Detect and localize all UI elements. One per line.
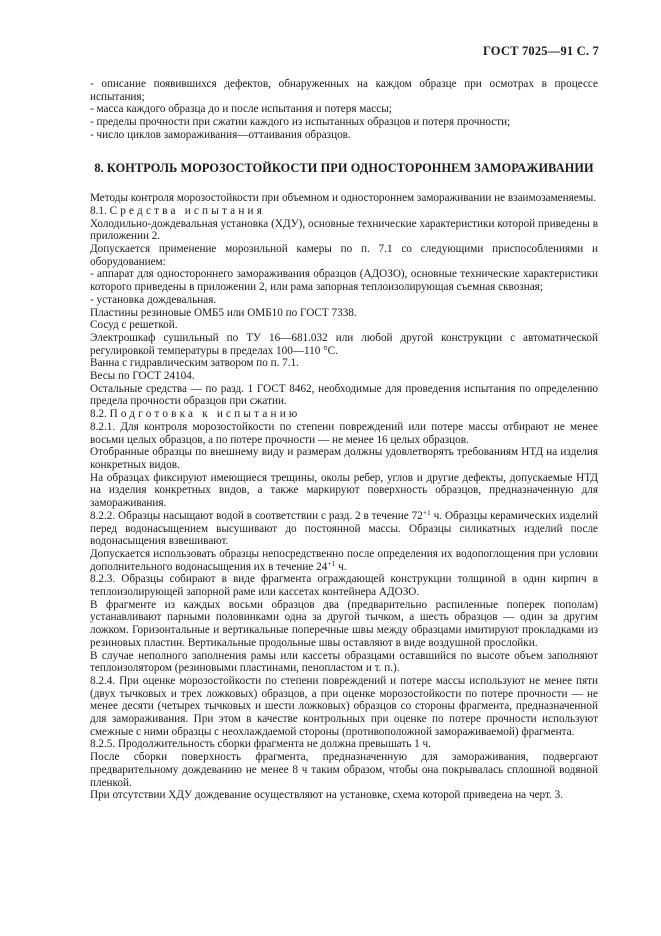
subsection-title: Средства испытания <box>109 204 266 217</box>
page-header: ГОСТ 7025—91 С. 7 <box>482 44 599 58</box>
paragraph: На образцах фиксируют имеющиеся трещины, околы ребер, углов и другие дефекты, допускаемые НТД на изделия конкретных видов, а также маркируют поверхность образцов, предназначенную для замораживания. <box>90 471 598 510</box>
subsection-number: 8.1. <box>90 204 107 217</box>
subsection-title: Подготовка к испытанию <box>109 408 301 421</box>
superscript: +1 <box>422 507 431 517</box>
subsection-number: 8.2. <box>90 408 107 421</box>
text-run: ч. Образцы керамических изделий перед водонасыщением высушивают до постоянной массы. Образцы силикатных изделий после водонасыщения взвешивают. <box>90 509 598 548</box>
paragraph: Допускается применение морозильной камеры по п. 7.1 со следующими приспособлениями и оборудованием: <box>90 243 598 268</box>
paragraph: Весы по ГОСТ 24104. <box>90 370 195 383</box>
text-run: Допускается использовать образцы непосредственно после определения их водопоглощения при условии дополнительного водонасыщения их в течение 24 <box>90 547 598 573</box>
paragraph: Отобранные образцы по внешнему виду и размерам должны удовлетворять требованиям НТД на изделия конкретных видов. <box>90 446 598 471</box>
list-item: - число циклов замораживания—оттаивания образцов. <box>90 128 351 141</box>
section-title: 8. КОНТРОЛЬ МОРОЗОСТОЙКОСТИ ПРИ ОДНОСТОРОННЕМ ЗАМОРАЖИВАНИИ <box>94 160 594 175</box>
text-run: ч. <box>335 560 347 573</box>
paragraph: После сборки поверхность фрагмента, предназначенную для замораживания, подвергают предварительному дождеванию не менее 8 ч таким образом, чтобы она покрывалась сплошной водяной пленкой. <box>90 751 598 789</box>
paragraph: 8.2.5. Продолжительность сборки фрагмента не должна превышать 1 ч. <box>90 738 431 751</box>
paragraph: Остальные средства — по разд. 1 ГОСТ 8462, необходимые для проведения испытания по определению предела прочности образцов при сжатии. <box>90 382 598 408</box>
list-item: - описание появившихся дефектов, обнаруженных на каждом образце при осмотрах в процессе испытания; <box>90 78 598 103</box>
superscript: +1 <box>327 558 336 568</box>
paragraph: Пластины резиновые ОМБ5 или ОМБ10 по ГОСТ 7338. <box>90 306 357 319</box>
paragraph <box>90 548 598 573</box>
paragraph: - аппарат для одностороннего замораживания образцов (АДОЗО), основные технические характеристики которого приведены в приложении 2, или рама запорная теплоизолирующая съемная сквозная; <box>90 268 598 294</box>
document-body <box>90 78 598 802</box>
subsection-heading <box>90 408 598 421</box>
paragraph: Сосуд с решеткой. <box>90 319 178 332</box>
paragraph: В фрагменте из каждых восьми образцов два (предварительно распиленные поперек пополам) устанавливают парными половинками одна за другой тычком, а шесть образцов — один за другим ложком. Горизонтальные и вертикальные поперечные швы между образцами имитируют прокладками из резиновых пластин. Вертикальные продольные швы оставляют в виде воздушной прослойки. <box>90 598 598 649</box>
paragraph: - установка дождевальная. <box>90 293 217 306</box>
paragraph: Электрошкаф сушильный по ТУ 16—681.032 или любой другой конструкции с автоматической регулировкой температуры в пределах 100—110 °С. <box>90 331 598 357</box>
paragraph: Методы контроля морозостойкости при объемном и одностороннем замораживании не взаимозаменяемы. <box>90 192 597 205</box>
paragraph: 8.2.1. Для контроля морозостойкости по степени повреждений или потере массы отбирают не менее восьми целых образцов, а по потере прочности — не менее 16 целых образцов. <box>90 420 598 446</box>
list-item: - масса каждого образца до и после испытания и потеря массы; <box>90 103 392 116</box>
paragraph: Ванна с гидравлическим затвором по п. 7.1. <box>90 357 299 370</box>
paragraph: При отсутствии ХДУ дождевание осуществляют на установке, схема которой приведена на черт. 3. <box>90 789 564 802</box>
paragraph: В случае неполного заполнения рамы или кассеты образцами оставшийся по высоте объем заполняют теплоизолятором (резиновыми пластинами, пенопластом и т. п.). <box>90 649 598 675</box>
list-item: - пределы прочности при сжатии каждого из испытанных образцов и потеря прочности; <box>90 116 511 129</box>
paragraph: 8.2.3. Образцы собирают в виде фрагмента ограждающей конструкции толщиной в один кирпич в теплоизолирующей запорной раме или кассетах контейнера АДОЗО. <box>90 573 598 599</box>
subsection-heading <box>90 205 598 218</box>
paragraph <box>90 507 598 548</box>
text-run: 8.2.2. Образцы насыщают водой в соответствии с разд. 2 в течение 72 <box>90 509 423 522</box>
paragraph: Холодильно-дождевальная установка (ХДУ), основные технические характеристики которой приведены в приложении 2. <box>90 217 598 243</box>
paragraph: 8.2.4. При оценке морозостойкости по степени повреждений и потере массы используют не менее пяти (двух тычковых и трех ложковых) образцов, а при оценке морозостойкости по потере прочности — не менее десяти (четырех тычковых и шести ложковых) образцов со стороны фрагмента, предназначенной для замораживания. При этом в качестве контрольных при оценке по потере прочности используют смежные с ними образцы с неохлаждаемой стороны (противоположной замораживаемой) фрагмента. <box>90 674 598 738</box>
